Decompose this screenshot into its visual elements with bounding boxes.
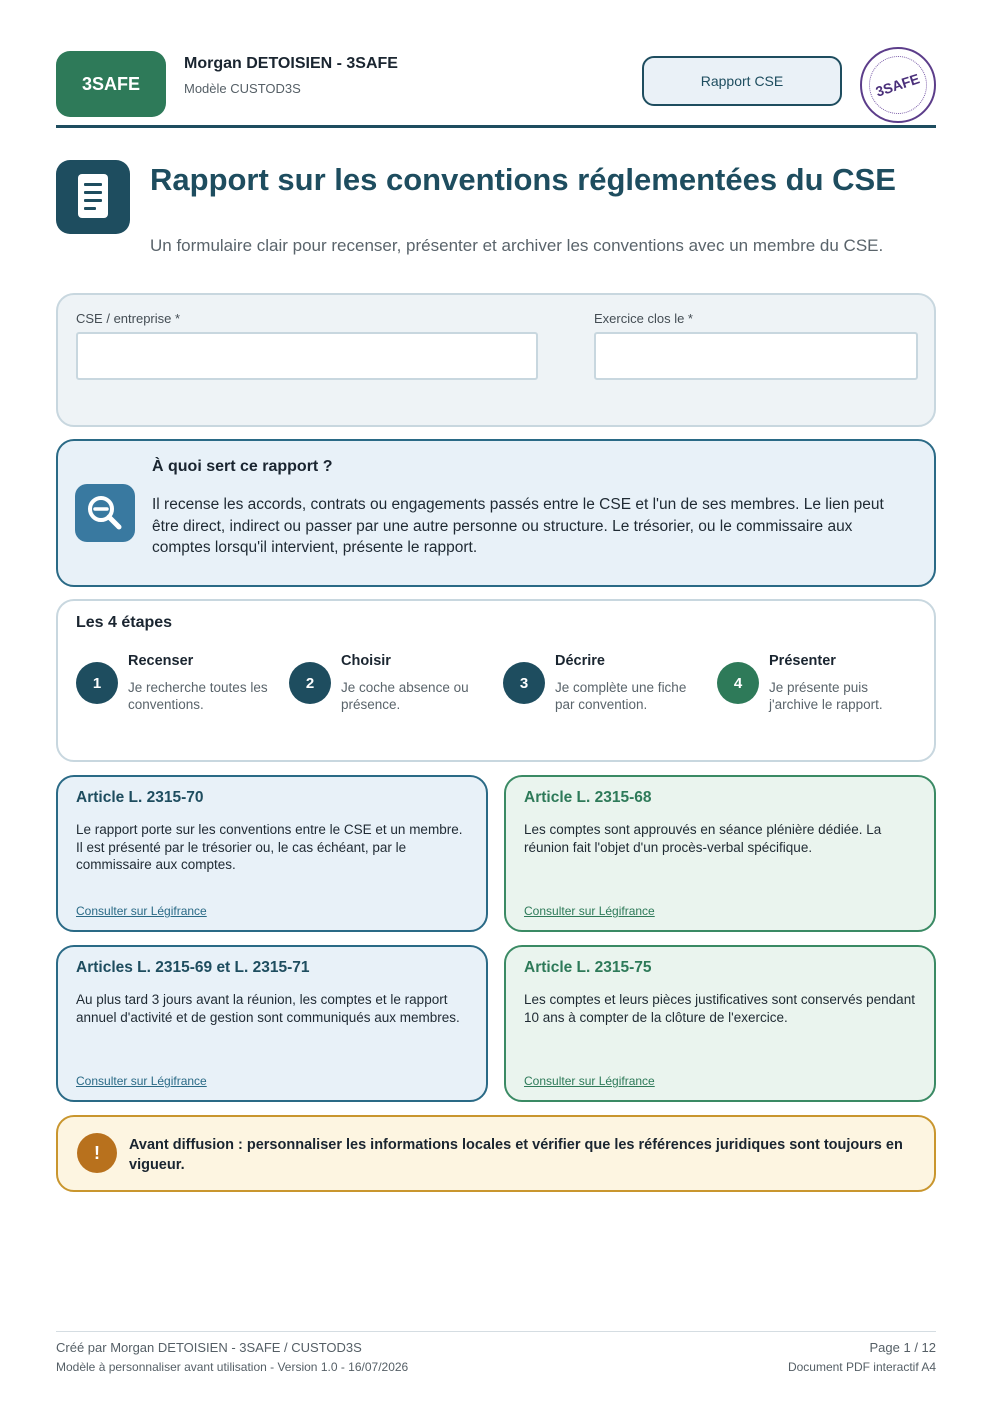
page-header: [56, 50, 936, 128]
article-title: Article L. 2315-75: [524, 959, 652, 976]
page-title: Rapport sur les conventions réglementées du CSE: [150, 162, 896, 197]
step-number: 3: [503, 662, 545, 704]
article-title: Articles L. 2315-69 et L. 2315-71: [76, 959, 310, 976]
page-footer: [56, 1331, 936, 1374]
fiscal-year-input[interactable]: [594, 332, 918, 380]
article-text: Les comptes sont approuvés en séance plénière dédiée. La réunion fait l'objet d'un procès-verbal spécifique.: [524, 822, 882, 855]
document-icon: [56, 160, 130, 234]
step-description: Je présente puis j'archive le rapport.: [769, 680, 883, 712]
document-icon-line: [84, 207, 96, 210]
fiscal-year-label: Exercice clos le *: [594, 311, 693, 326]
magnifier-icon: [75, 484, 135, 542]
warning-icon: !: [77, 1133, 117, 1173]
step-title: Présenter: [769, 653, 836, 669]
legifrance-link[interactable]: Consulter sur Légifrance: [524, 904, 655, 918]
article-card: [56, 945, 488, 1102]
step-item: [289, 653, 489, 723]
author-name: Morgan DETOISIEN - 3SAFE: [184, 55, 398, 72]
article-text: Le rapport porte sur les conventions entre le CSE et un membre. Il est présenté par le trésorier ou, le cas échéant, par le commissaire aux comptes.: [76, 822, 463, 872]
step-title: Décrire: [555, 653, 605, 669]
company-input[interactable]: [76, 332, 538, 380]
article-text: Les comptes et leurs pièces justificatives sont conservés pendant 10 ans à compter de la clôture de l'exercice.: [524, 992, 915, 1025]
step-description: Je recherche toutes les conventions.: [128, 680, 268, 712]
step-title: Recenser: [128, 653, 194, 669]
legifrance-link[interactable]: Consulter sur Légifrance: [76, 904, 207, 918]
brand-logo: 3SAFE: [56, 51, 166, 117]
footer-created-by: Créé par Morgan DETOISIEN - 3SAFE / CUSTOD3S: [56, 1340, 362, 1355]
company-label: CSE / entreprise *: [76, 311, 181, 326]
step-description: Je complète une fiche par convention.: [555, 680, 687, 712]
stamp-text: 3SAFE: [874, 70, 922, 100]
step-number: 2: [289, 662, 331, 704]
step-number: 4: [717, 662, 759, 704]
info-card: [56, 439, 936, 587]
report-cse-button[interactable]: Rapport CSE: [642, 56, 842, 106]
step-item: [717, 653, 917, 723]
document-icon-line: [84, 199, 102, 202]
stamp-logo: [860, 47, 936, 123]
article-card: [504, 945, 936, 1102]
footer-version: Modèle à personnaliser avant utilisation - Version 1.0 - 16/07/2026: [56, 1360, 409, 1374]
step-title: Choisir: [341, 653, 391, 669]
step-item: [76, 653, 276, 723]
step-item: [503, 653, 703, 723]
document-icon-line: [84, 191, 102, 194]
article-text: Au plus tard 3 jours avant la réunion, les comptes et le rapport annuel d'activité et de gestion sont communiqués aux membres.: [76, 992, 460, 1025]
warning-card: [56, 1115, 936, 1192]
info-text: Il recense les accords, contrats ou engagements passés entre le CSE et l'un de ses membres. Le lien peut être direct, indirect ou passer par une autre personne ou structure. Le trésorier, ou le commissaire aux comptes lorsqu'il intervient, présente le rapport.: [152, 496, 884, 556]
legifrance-link[interactable]: Consulter sur Légifrance: [524, 1074, 655, 1088]
document-icon-line: [84, 183, 102, 186]
step-description: Je coche absence ou présence.: [341, 680, 469, 712]
model-name: Modèle CUSTOD3S: [184, 81, 301, 96]
warning-text: Avant diffusion : personnaliser les informations locales et vérifier que les références juridiques sont toujours en vigueur.: [129, 1137, 903, 1173]
article-title: Article L. 2315-68: [524, 789, 652, 806]
footer-page-number: Page 1 / 12: [869, 1340, 936, 1355]
footer-doc-type: Document PDF interactif A4: [787, 1360, 936, 1374]
step-number: 1: [76, 662, 118, 704]
page-subtitle: Un formulaire clair pour recenser, présenter et archiver les conventions avec un membre du CSE.: [150, 236, 884, 255]
document-icon-sheet: [78, 174, 108, 218]
article-card: [504, 775, 936, 932]
legifrance-link[interactable]: Consulter sur Légifrance: [76, 1074, 207, 1088]
article-card: [56, 775, 488, 932]
article-title: Article L. 2315-70: [76, 789, 204, 806]
stamp-inner-ring: [869, 56, 927, 114]
info-title: À quoi sert ce rapport ?: [152, 458, 333, 475]
steps-card: [56, 599, 936, 762]
steps-title: Les 4 étapes: [76, 614, 173, 631]
form-card: [56, 293, 936, 427]
